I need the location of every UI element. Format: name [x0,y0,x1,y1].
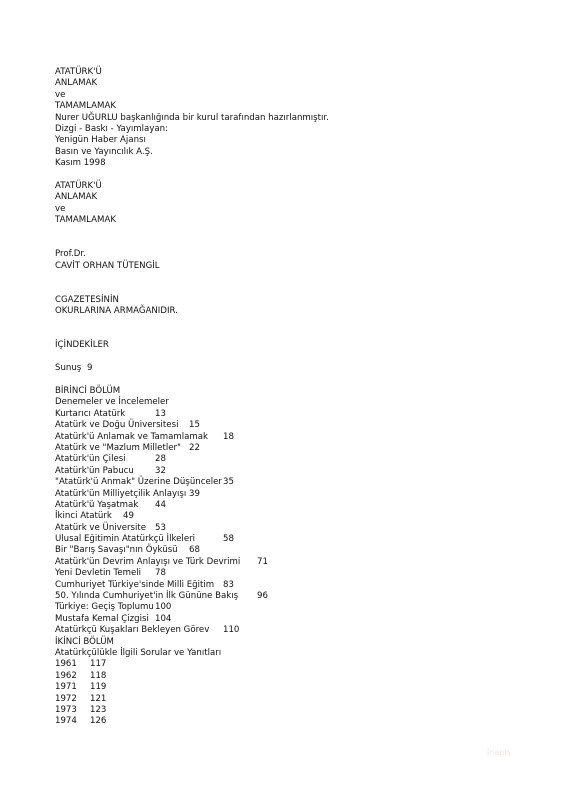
title-line: ve [55,89,66,100]
toc-entry-title: 50. Yılında Cumhuriyet'in İlk Gününe Bakış [55,591,239,602]
toc-entry[interactable] [55,409,535,420]
toc-entry-title: Atatürk'ü Yaşatmak [55,499,139,510]
document-page [55,67,535,728]
dedication-line: OKURLARINA ARMAĞANIDIR. [55,306,178,317]
part1-toc-list [55,409,535,637]
publish-date: Kasım 1998 [55,158,106,169]
toc-entry[interactable] [55,454,535,465]
toc-entry[interactable] [55,705,535,716]
toc-entry[interactable] [55,716,535,727]
watermark-text: İnaniş [487,748,511,757]
toc-entry-preface[interactable] [55,363,535,374]
toc-entry-title: Atatürkçü Kuşakları Bekleyen Görev [55,625,210,636]
part1-subheading: Denemeler ve İncelemeler [55,397,169,408]
toc-entry-page: 96 [257,591,268,602]
part2-subheading: Atatürkçülükle İlgili Sorular ve Yanıtları [55,647,222,658]
toc-entry-title: İkinci Atatürk [55,511,112,522]
toc-entry-page: 121 [90,693,107,704]
toc-entry[interactable] [55,545,535,556]
toc-entry[interactable] [55,625,535,636]
toc-entry-title: Bir "Barış Savaşı"nın Öyküsü [55,545,178,556]
toc-entry-page: 118 [90,670,107,681]
toc-entry-title: Atatürk ve Üniversite [55,522,147,533]
dedication-line: CGAZETESİNİN [55,294,119,305]
toc-entry-page: 35 [223,477,234,488]
toc-entry[interactable] [55,420,535,431]
toc-entry-page: 39 [189,488,200,499]
toc-entry[interactable] [55,694,535,705]
toc-entry-page: 22 [189,442,200,453]
toc-entry-page: 78 [155,568,166,579]
title-repeat-block [55,181,535,227]
toc-entry-page: 126 [90,716,107,727]
toc-entry[interactable] [55,682,535,693]
toc-entry[interactable] [55,523,535,534]
toc-entry-title: 1961 [55,659,77,670]
toc-entry[interactable] [55,602,535,613]
toc-entry[interactable] [55,557,535,568]
toc-entry-page: 28 [155,454,166,465]
toc-entry[interactable] [55,511,535,522]
author-block [55,249,535,272]
title-line: TAMAMLAMAK [55,215,116,226]
toc-entry[interactable] [55,580,535,591]
part2-heading: İKİNCİ BÖLÜM [55,636,114,647]
title-line: ve [55,203,66,214]
dedication-block [55,295,535,318]
toc-entry-title: 1972 [55,693,77,704]
toc-entry[interactable] [55,591,535,602]
toc-entry[interactable] [55,534,535,545]
title-block [55,67,535,170]
toc-entry-title: Atatürk'ün Pabucu [55,465,134,476]
title-line: ATATÜRK'Ü [55,180,102,191]
title-line: ANLAMAK [55,192,98,203]
toc-entry-title: Atatürk'ü Anlamak ve Tamamlamak [55,431,209,442]
author-title: Prof.Dr. [55,249,86,260]
toc-entry-title: Atatürk ve Doğu Üniversitesi [55,420,179,431]
contents-heading: İÇİNDEKİLER [55,340,109,351]
publisher-label: Dizgi - Baskı - Yayımlayan: [55,123,169,134]
toc-entry-title: 1971 [55,682,77,693]
toc-entry-page: 68 [189,545,200,556]
toc-entry-title: Türkiye: Geçiş Toplumu [55,602,154,613]
toc-entry-page: 13 [155,408,166,419]
part1-heading: BİRİNCİ BÖLÜM [55,385,121,396]
toc-entry-page: 110 [223,625,240,636]
toc-entry[interactable] [55,671,535,682]
toc-entry-title: Atatürk ve "Mazlum Milletler" [55,442,182,453]
toc-entry-page: 100 [155,602,172,613]
toc-entry-page: 44 [155,499,166,510]
toc-entry[interactable] [55,477,535,488]
toc-entry[interactable] [55,489,535,500]
toc-entry-title: Atatürk'ün Çilesi [55,454,126,465]
toc-entry[interactable] [55,500,535,511]
toc-entry-title: 1962 [55,670,77,681]
toc-entry-title: Atatürk'ün Devrim Anlayışı ve Türk Devrimi [55,556,241,567]
toc-entry-page: 53 [155,522,166,533]
toc-entry-page: 9 [87,363,93,374]
toc-entry-page: 71 [257,556,268,567]
toc-entry-title: Ulusal Eğitimin Atatürkçü İlkeleri [55,534,196,545]
toc-entry-page: 18 [223,431,234,442]
toc-entry-title: Atatürk'ün Milliyetçilik Anlayışı [55,488,187,499]
toc-entry[interactable] [55,432,535,443]
toc-entry-title: 1974 [55,716,77,727]
toc-entry-title: Yeni Devletin Temeli [55,568,142,579]
toc-entry-page: 58 [223,534,234,545]
toc-entry-page: 117 [90,659,107,670]
toc-entry-page: 123 [90,704,107,715]
toc-entry[interactable] [55,659,535,670]
part2-toc-list [55,659,535,727]
toc-entry[interactable] [55,614,535,625]
toc-entry-page: 119 [90,682,107,693]
toc-entry-title: 1973 [55,704,77,715]
toc-entry-title: Kurtarıcı Atatürk [55,408,126,419]
toc-entry-title: Cumhuriyet Türkiye'sinde Milli Eğitim [55,579,215,590]
toc-entry-title: "Atatürk'ü Anmak" Üzerine Düşünceler [55,477,222,488]
author-name: CAVİT ORHAN TÜTENGİL [55,260,160,271]
title-line: ATATÜRK'Ü [55,67,102,77]
toc-entry-page: 83 [223,579,234,590]
toc-entry-page: 32 [155,465,166,476]
toc-entry-page: 49 [123,511,134,522]
publisher-name: Yenigün Haber Ajansı [55,135,146,146]
toc-entry-title: Sunuş [55,363,82,374]
publisher-company: Basın ve Yayıncılık A.Ş. [55,146,153,157]
title-line: TAMAMLAMAK [55,101,116,112]
toc-entry[interactable] [55,443,535,454]
toc-entry-page: 15 [189,420,200,431]
toc-entry-page: 104 [155,613,172,624]
toc-entry-title: Mustafa Kemal Çizgisi [55,613,149,624]
title-line: ANLAMAK [55,78,98,89]
credit-line: Nurer UĞURLU başkanlığında bir kurul tarafından hazırlanmıştır. [55,112,329,123]
toc-entry[interactable] [55,568,535,579]
toc-entry[interactable] [55,466,535,477]
